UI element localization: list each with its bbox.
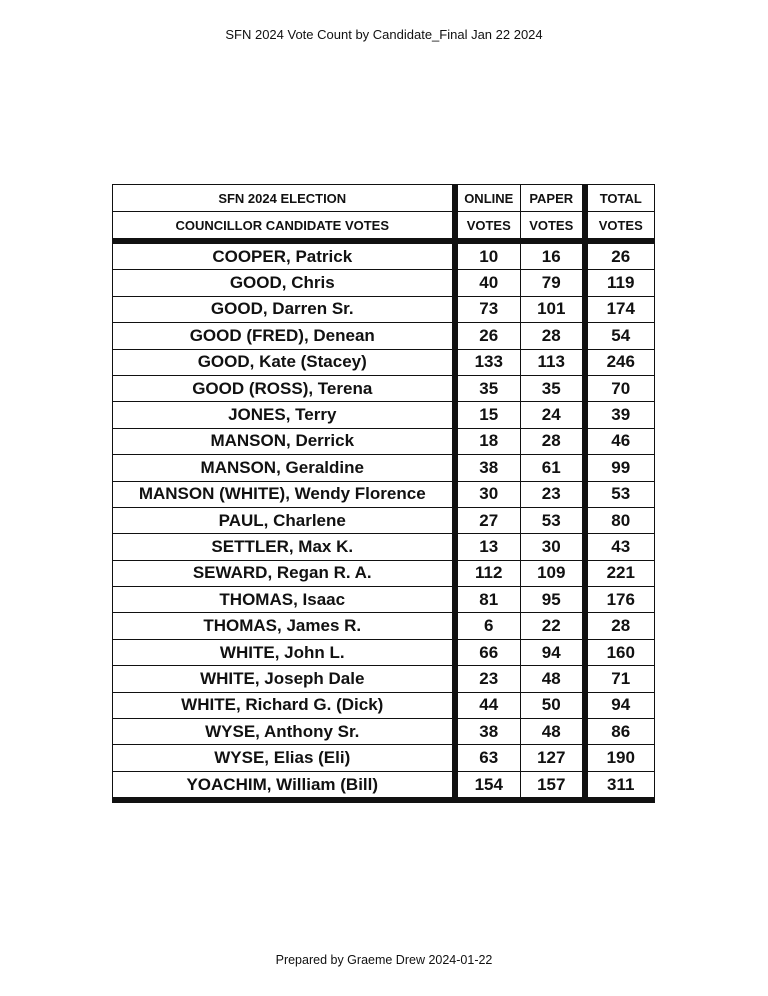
- table-header-row: [113, 212, 655, 242]
- paper-votes: 48: [521, 666, 585, 692]
- online-votes: 10: [455, 241, 521, 270]
- paper-votes: 113: [521, 349, 585, 375]
- table-row: [113, 428, 655, 454]
- table-row: [113, 481, 655, 507]
- candidate-name: MANSON, Derrick: [113, 428, 455, 454]
- table-row: [113, 639, 655, 665]
- online-votes: 63: [455, 745, 521, 771]
- candidate-name: WYSE, Anthony Sr.: [113, 719, 455, 745]
- total-votes: 43: [585, 534, 655, 560]
- total-votes: 221: [585, 560, 655, 586]
- paper-votes: 28: [521, 323, 585, 349]
- table-row: [113, 560, 655, 586]
- total-votes: 246: [585, 349, 655, 375]
- paper-votes: 94: [521, 639, 585, 665]
- online-votes: 44: [455, 692, 521, 718]
- candidate-name: WHITE, Joseph Dale: [113, 666, 455, 692]
- online-votes: 38: [455, 455, 521, 481]
- paper-votes: 79: [521, 270, 585, 296]
- candidate-name: WHITE, John L.: [113, 639, 455, 665]
- header-online-votes: VOTES: [455, 212, 521, 242]
- total-votes: 28: [585, 613, 655, 639]
- table-row: [113, 692, 655, 718]
- candidate-name: SETTLER, Max K.: [113, 534, 455, 560]
- candidate-name: PAUL, Charlene: [113, 507, 455, 533]
- online-votes: 35: [455, 375, 521, 401]
- candidate-name: GOOD (ROSS), Terena: [113, 375, 455, 401]
- paper-votes: 28: [521, 428, 585, 454]
- page-title: SFN 2024 Vote Count by Candidate_Final Jan 22 2024: [225, 27, 543, 42]
- header-paper: PAPER: [521, 185, 585, 212]
- table-header-row: [113, 185, 655, 212]
- online-votes: 73: [455, 296, 521, 322]
- table-row: [113, 349, 655, 375]
- paper-votes: 109: [521, 560, 585, 586]
- candidate-name: YOACHIM, William (Bill): [113, 771, 455, 800]
- table-row: [113, 507, 655, 533]
- total-votes: 46: [585, 428, 655, 454]
- paper-votes: 30: [521, 534, 585, 560]
- total-votes: 99: [585, 455, 655, 481]
- header-total-votes: VOTES: [585, 212, 655, 242]
- candidate-name: WYSE, Elias (Eli): [113, 745, 455, 771]
- total-votes: 190: [585, 745, 655, 771]
- table-row: [113, 719, 655, 745]
- paper-votes: 16: [521, 241, 585, 270]
- online-votes: 66: [455, 639, 521, 665]
- paper-votes: 23: [521, 481, 585, 507]
- online-votes: 27: [455, 507, 521, 533]
- header-candidate-votes: COUNCILLOR CANDIDATE VOTES: [113, 212, 455, 242]
- candidate-name: WHITE, Richard G. (Dick): [113, 692, 455, 718]
- total-votes: 80: [585, 507, 655, 533]
- paper-votes: 127: [521, 745, 585, 771]
- paper-votes: 53: [521, 507, 585, 533]
- paper-votes: 24: [521, 402, 585, 428]
- header-paper-votes: VOTES: [521, 212, 585, 242]
- candidate-name: MANSON, Geraldine: [113, 455, 455, 481]
- paper-votes: 50: [521, 692, 585, 718]
- candidate-name: GOOD, Darren Sr.: [113, 296, 455, 322]
- candidate-name: GOOD, Chris: [113, 270, 455, 296]
- total-votes: 119: [585, 270, 655, 296]
- online-votes: 38: [455, 719, 521, 745]
- total-votes: 311: [585, 771, 655, 800]
- online-votes: 13: [455, 534, 521, 560]
- table-row: [113, 534, 655, 560]
- prepared-by-footer: Prepared by Graeme Drew 2024-01-22: [275, 953, 493, 967]
- total-votes: 39: [585, 402, 655, 428]
- paper-votes: 101: [521, 296, 585, 322]
- total-votes: 53: [585, 481, 655, 507]
- online-votes: 30: [455, 481, 521, 507]
- online-votes: 112: [455, 560, 521, 586]
- total-votes: 71: [585, 666, 655, 692]
- total-votes: 70: [585, 375, 655, 401]
- table-row: [113, 455, 655, 481]
- candidate-name: THOMAS, Isaac: [113, 587, 455, 613]
- online-votes: 18: [455, 428, 521, 454]
- candidate-name: COOPER, Patrick: [113, 241, 455, 270]
- total-votes: 94: [585, 692, 655, 718]
- paper-votes: 95: [521, 587, 585, 613]
- total-votes: 26: [585, 241, 655, 270]
- total-votes: 54: [585, 323, 655, 349]
- candidate-name: MANSON (WHITE), Wendy Florence: [113, 481, 455, 507]
- header-total: TOTAL: [585, 185, 655, 212]
- online-votes: 81: [455, 587, 521, 613]
- online-votes: 154: [455, 771, 521, 800]
- table-row: [113, 613, 655, 639]
- table-row: [113, 241, 655, 270]
- total-votes: 86: [585, 719, 655, 745]
- candidate-name: GOOD (FRED), Denean: [113, 323, 455, 349]
- online-votes: 6: [455, 613, 521, 639]
- table-row: [113, 375, 655, 401]
- table-row: [113, 296, 655, 322]
- online-votes: 133: [455, 349, 521, 375]
- table-row: [113, 666, 655, 692]
- table-row: [113, 745, 655, 771]
- table-row: [113, 323, 655, 349]
- online-votes: 40: [455, 270, 521, 296]
- table-row: [113, 771, 655, 800]
- paper-votes: 61: [521, 455, 585, 481]
- candidate-name: SEWARD, Regan R. A.: [113, 560, 455, 586]
- table-row: [113, 402, 655, 428]
- header-election: SFN 2024 ELECTION: [113, 185, 455, 212]
- total-votes: 160: [585, 639, 655, 665]
- candidate-name: JONES, Terry: [113, 402, 455, 428]
- vote-count-table: [112, 184, 655, 803]
- table-row: [113, 587, 655, 613]
- candidate-name: THOMAS, James R.: [113, 613, 455, 639]
- online-votes: 26: [455, 323, 521, 349]
- paper-votes: 22: [521, 613, 585, 639]
- paper-votes: 35: [521, 375, 585, 401]
- candidate-name: GOOD, Kate (Stacey): [113, 349, 455, 375]
- total-votes: 176: [585, 587, 655, 613]
- total-votes: 174: [585, 296, 655, 322]
- paper-votes: 157: [521, 771, 585, 800]
- online-votes: 15: [455, 402, 521, 428]
- paper-votes: 48: [521, 719, 585, 745]
- table-row: [113, 270, 655, 296]
- header-online: ONLINE: [455, 185, 521, 212]
- online-votes: 23: [455, 666, 521, 692]
